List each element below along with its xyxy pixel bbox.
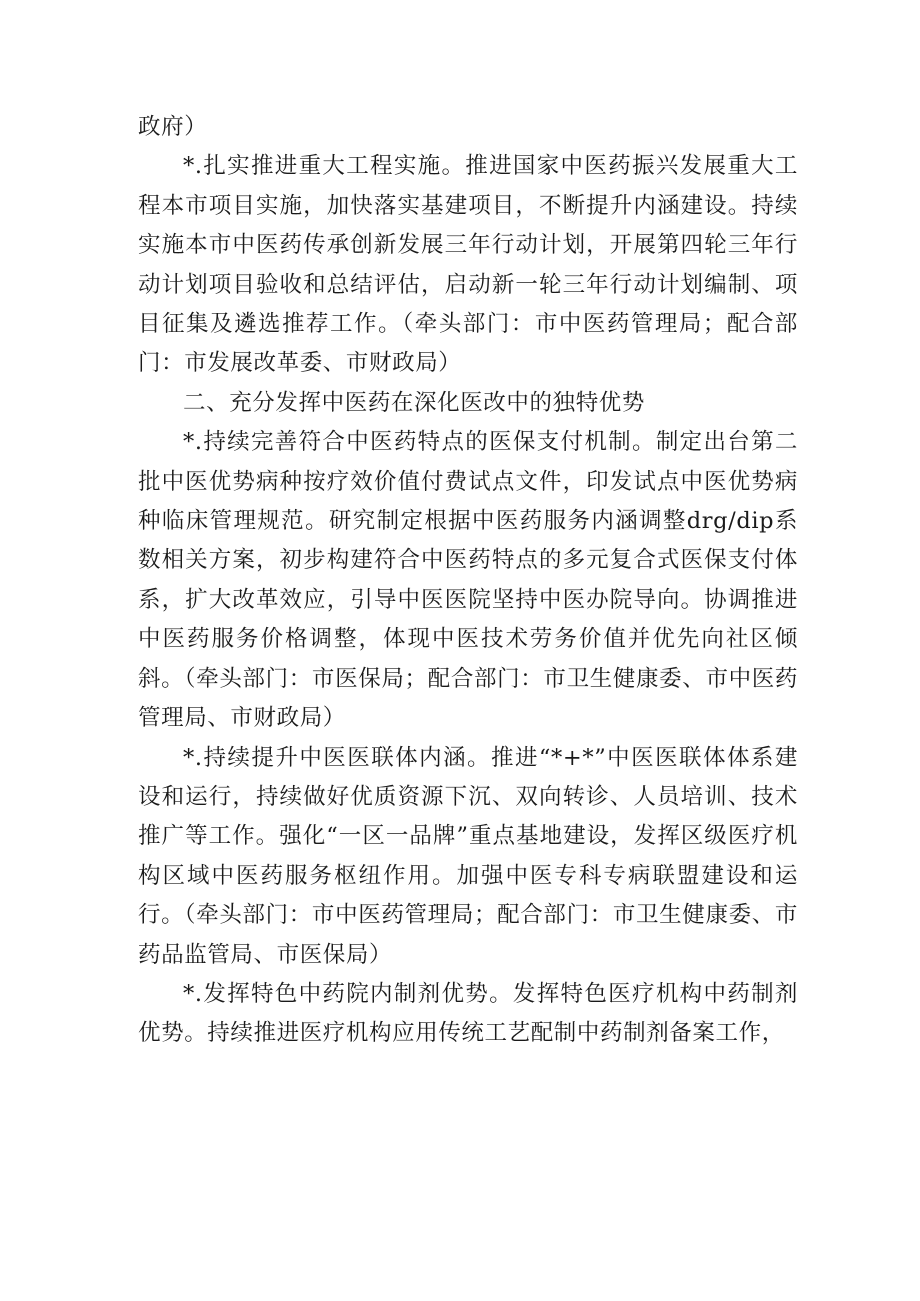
paragraph-medical-alliance: *.持续提升中医医联体内涵。推进“*+*”中医医联体体系建设和运行，持续做好优质资源下沉、双向转诊、人员培训、技术推广等工作。强化“一区一品牌”重点基地建设，发挥区级医疗机构区域中医药服务枢纽作用。加强中医专科专病联盟建设和运行。（牵头部门：市中医药管理局；配合部门：市卫生健康委、市药品监管局、市医保局） [138, 744, 798, 968]
section-heading-2: 二、充分发挥中医药在深化医改中的独特优势 [183, 389, 646, 416]
paragraph-major-projects: *.扎实推进重大工程实施。推进国家中医药振兴发展重大工程本市项目实施，加快落实基建项目，不断提升内涵建设。持续实施本市中医药传承创新发展三年行动计划，开展第四轮三年行动计划项目验收和总结评估，启动新一轮三年行动计划编制、项目征集及遴选推荐工作。（牵头部门：市中医药管理局；配合部门：市发展改革委、市财政局） [138, 153, 798, 377]
document-page [138, 108, 798, 1054]
paragraph-medical-insurance: *.持续完善符合中医药特点的医保支付机制。制定出台第二批中医优势病种按疗效价值付费试点文件，印发试点中医优势病种临床管理规范。研究制定根据中医药服务内涵调整drg/dip系数相关方案，初步构建符合中医药特点的多元复合式医保支付体系，扩大改革效应，引导中医医院坚持中医办院导向。协调推进中医药服务价格调整，体现中医技术劳务价值并优先向社区倾斜。（牵头部门：市医保局；配合部门：市卫生健康委、市中医药管理局、市财政局） [138, 429, 798, 732]
paragraph-hospital-preparations: *.发挥特色中药院内制剂优势。发挥特色医疗机构中药制剂优势。持续推进医疗机构应用传统工艺配制中药制剂备案工作， [138, 980, 798, 1047]
paragraph-continuation: 政府） [138, 114, 208, 140]
